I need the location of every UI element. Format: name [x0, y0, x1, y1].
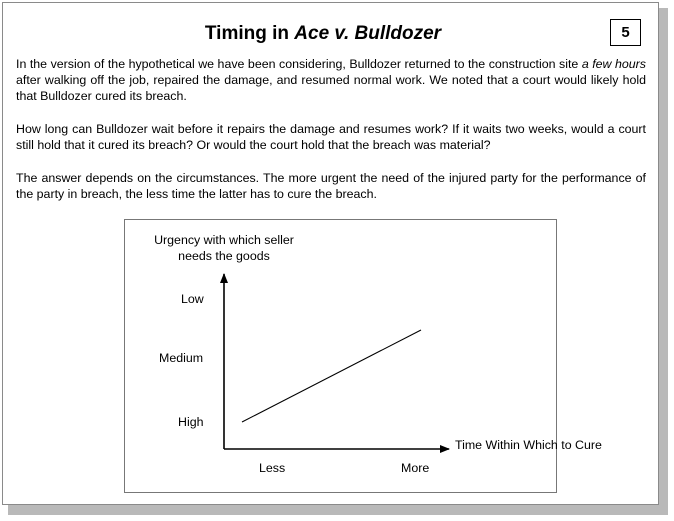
page-number: 5	[610, 19, 641, 46]
y-tick-low: Low	[181, 292, 204, 306]
paragraph-intro-part2: after walking off the job, repaired the damage, and resumed normal work. We noted that a court would likely hold that Bulldozer cured its breach.	[16, 73, 646, 103]
urgency-cure-chart	[124, 219, 602, 493]
y-axis-label: Urgency with which seller needs the goods	[154, 233, 294, 263]
title-prefix: Timing in	[204, 23, 295, 44]
paragraph-question: How long can Bulldozer wait before it repairs the damage and resumes work? If it waits two weeks, would a court still hold that it cured its breach? Or would the court hold that the breach was material?	[16, 122, 646, 152]
x-tick-more: More	[401, 461, 430, 475]
paragraph-intro	[16, 56, 646, 104]
x-axis-label: Time Within Which to Cure	[455, 438, 602, 452]
title-case-name: Ace v. Bulldozer	[294, 23, 442, 44]
paragraph-answer: The answer depends on the circumstances. The more urgent the need of the injured party for the performance of the party in breach, the less time the latter has to cure the breach.	[16, 171, 646, 201]
series-line	[242, 330, 421, 422]
paragraph-intro-emphasis: a few hours	[581, 57, 646, 71]
x-tick-less: Less	[259, 461, 286, 475]
paragraph-intro-part1: In the version of the hypothetical we have been considering, Bulldozer returned to the construction site	[16, 57, 582, 71]
y-tick-high: High	[178, 415, 204, 429]
slide	[2, 2, 659, 505]
slide-title	[3, 23, 643, 45]
y-tick-medium: Medium	[159, 351, 204, 365]
